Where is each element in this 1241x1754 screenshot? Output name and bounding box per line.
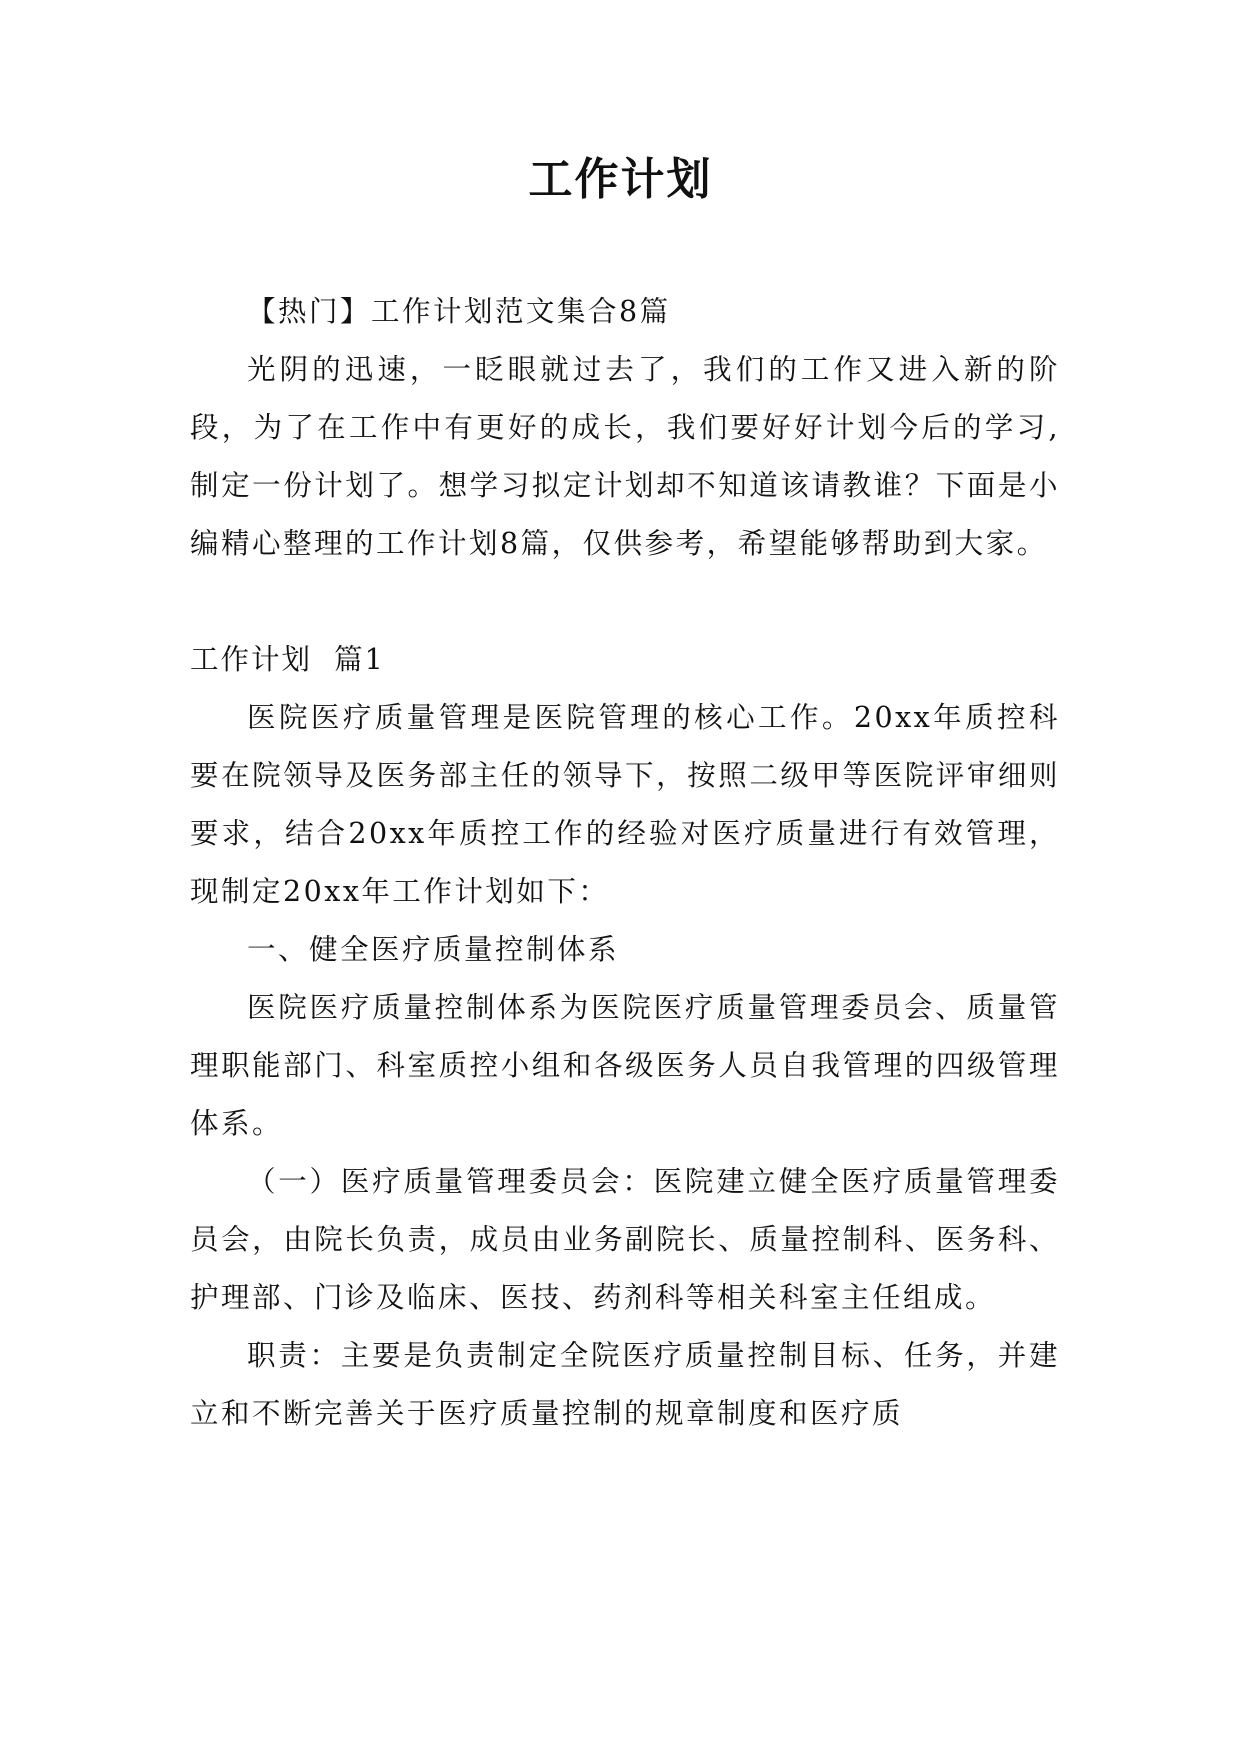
section-paragraph-2: 医院医疗质量控制体系为医院医疗质量管理委员会、质量管理职能部门、科室质控小组和各级医务人员自我管理的四级管理体系。 [190, 991, 1060, 1140]
section-heading: 工作计划 篇1 [190, 643, 385, 676]
document-title: 工作计划 [528, 154, 713, 205]
section-subheading-1: 一、健全医疗质量控制体系 [247, 933, 620, 966]
section-paragraph-1: 医院医疗质量管理是医院管理的核心工作。20xx年质控科要在院领导及医务部主任的领导下，按照二级甲等医院评审细则要求，结合20xx年质控工作的经验对医疗质量进行有效管理，现制定20xx年工作计划如下： [190, 701, 1060, 908]
document-body [190, 283, 1060, 1443]
section-paragraph-3: （一）医疗质量管理委员会：医院建立健全医疗质量管理委员会，由院长负责，成员由业务副院长、质量控制科、医务科、护理部、门诊及临床、医技、药剂科等相关科室主任组成。 [190, 1165, 1060, 1314]
intro-paragraph: 光阴的迅速，一眨眼就过去了，我们的工作又进入新的阶段，为了在工作中有更好的成长，我们要好好计划今后的学习,制定一份计划了。想学习拟定计划却不知道该请教谁？下面是小编精心整理的工作计划8篇，仅供参考，希望能够帮助到大家。 [190, 353, 1060, 560]
section-paragraph-4: 职责：主要是负责制定全院医疗质量控制目标、任务，并建立和不断完善关于医疗质量控制的规章制度和医疗质 [190, 1339, 1060, 1430]
intro-heading-paragraph: 【热门】工作计划范文集合8篇 [247, 295, 671, 328]
